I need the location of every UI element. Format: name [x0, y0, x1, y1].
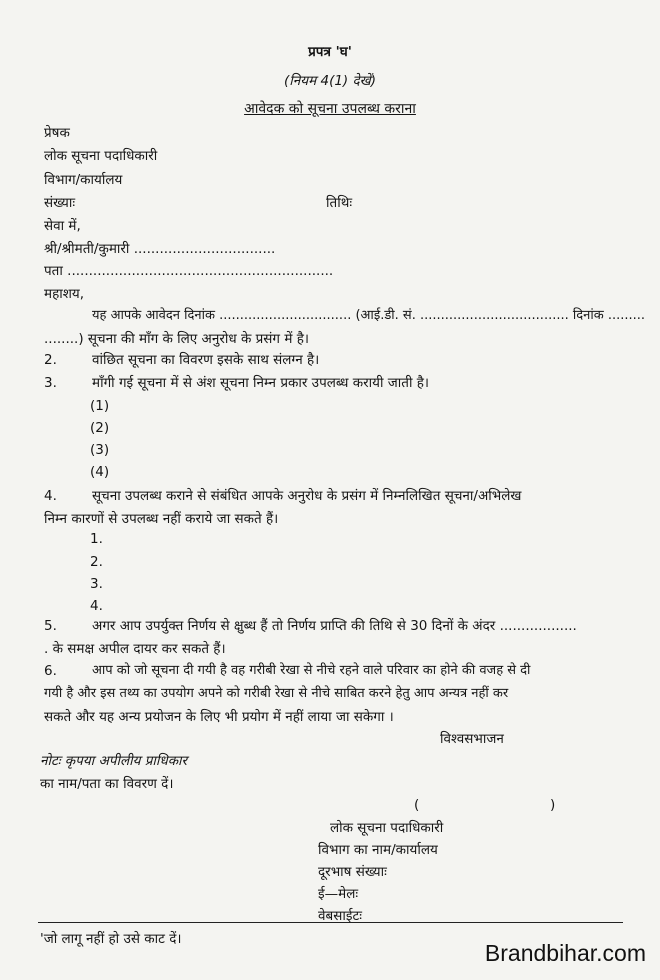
item6-line3: सकते और यह अन्य प्रयोजन के लिए भी प्रयोग में नहीं लाया जा सकेगा ।	[44, 709, 394, 725]
signature-email: ई—मेलः	[318, 886, 359, 902]
rule-reference: (नियम 4(1) देखें)	[284, 73, 376, 89]
item5-line1: अगर आप उपर्युक्त निर्णय से क्षुब्ध हैं तो निर्णय प्राप्ति की तिथि से 30 दिनों के अंदर ..................	[92, 618, 577, 634]
signature-website: वेबसाईटः	[318, 908, 362, 924]
watermark-text: Brandbihar.com	[484, 940, 646, 966]
list-item: 3.	[90, 576, 103, 592]
item4-line1: सूचना उपलब्ध कराने से संबंधित आपके अनुरोध के प्रसंग में निम्नलिखित सूचना/अभिलेख	[92, 488, 522, 504]
item2-number: 2.	[44, 352, 57, 368]
recipient-name: श्री/श्रीमती/कुमारी .................................	[44, 241, 276, 257]
item6-line2: गयी है और इस तथ्य का उपयोग अपने को गरीबी रेखा से नीचे साबित करने हेतु आप अन्यत्र नहीं कर	[44, 686, 509, 701]
signature-paren-open: (	[414, 797, 420, 813]
item4-number: 4.	[44, 488, 57, 504]
list-item: 4.	[90, 598, 103, 614]
item3-number: 3.	[44, 375, 57, 391]
item6-line1: आप को जो सूचना दी गयी है वह गरीबी रेखा से नीचे रहने वाले परिवार का होने की वजह से दी	[92, 663, 531, 678]
item6-number: 6.	[44, 663, 57, 679]
list-item: 2.	[90, 554, 103, 570]
form-title: आवेदक को सूचना उपलब्ध कराना	[244, 101, 416, 117]
list-item: 1.	[90, 531, 103, 547]
footnote: 'जो लागू नहीं हो उसे काट दें।	[40, 931, 182, 947]
date-label: तिथिः	[326, 195, 353, 211]
item5-number: 5.	[44, 618, 57, 634]
list-item: (3)	[90, 442, 110, 458]
recipient-address: पता ..............................................................	[44, 263, 334, 279]
signature-phone: दूरभाष संख्याः	[318, 864, 387, 880]
footnote-divider	[38, 922, 623, 923]
signature-paren-close: )	[550, 797, 556, 813]
note-line1: नोटः कृपया अपीलीय प्राधिकार	[40, 753, 188, 769]
para1-line2: ........) सूचना की मॉंग के लिए अनुरोध के प्रसंग में है।	[44, 331, 309, 347]
form-label: प्रपत्र 'घ'	[308, 44, 352, 60]
recipient-to: सेवा में,	[44, 218, 81, 234]
para1-line1: यह आपके आवेदन दिनांक ................................ (आई.डी. सं. .................................... दिनांक .........	[92, 308, 646, 323]
list-item: (4)	[90, 464, 110, 480]
note-line2: का नाम/पता का विवरण दें।	[40, 776, 174, 792]
item3-text: मॉंगी गई सूचना में से अंश सूचना निम्न प्रकार उपलब्ध करायी जाती है।	[92, 375, 430, 391]
signature-officer: लोक सूचना पदाधिकारी	[330, 820, 444, 836]
item5-line2: . के समक्ष अपील दायर कर सकते हैं।	[44, 641, 226, 657]
sender-officer: लोक सूचना पदाधिकारी	[44, 148, 158, 164]
yours-faithfully: विश्वसभाजन	[440, 731, 504, 747]
list-item: (2)	[90, 420, 110, 436]
sender-department: विभाग/कार्यालय	[44, 172, 123, 188]
list-item: (1)	[90, 398, 110, 414]
item4-line2: निम्न कारणों से उपलब्ध नहीं कराये जा सकते हैं।	[44, 511, 279, 527]
item2-text: वांछित सूचना का विवरण इसके साथ संलग्न है।	[92, 352, 320, 368]
number-label: संख्याः	[44, 195, 76, 211]
signature-department: विभाग का नाम/कार्यालय	[318, 842, 438, 858]
sender-label: प्रेषक	[44, 125, 70, 141]
salutation: महाशय,	[44, 286, 85, 302]
